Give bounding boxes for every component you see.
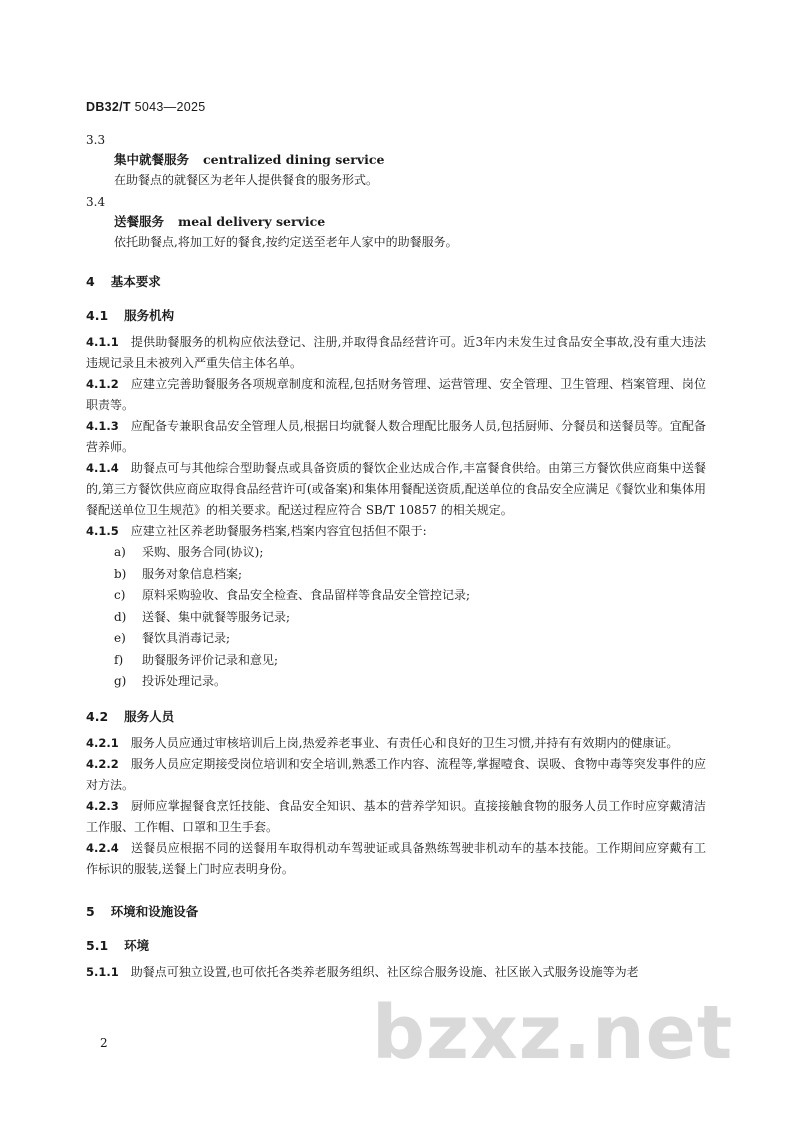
section-number: 4: [86, 274, 95, 289]
list-marker: b): [114, 566, 127, 581]
term-title-cn: 送餐服务: [114, 214, 165, 229]
term-title: [86, 150, 706, 170]
subsection-heading: [86, 936, 706, 956]
term-definition: 依托助餐点,将加工好的餐食,按约定送至老年人家中的助餐服务。: [114, 235, 458, 249]
site-watermark: bzxz.net: [372, 990, 734, 1076]
clause-number: 4.2.1: [86, 735, 119, 750]
list-item: [114, 585, 706, 607]
page-number: 2: [100, 1036, 108, 1050]
list-item: [114, 650, 706, 672]
clause-number: 4.2.2: [86, 756, 119, 771]
clause: [86, 754, 706, 796]
subsection-title: 环境: [124, 937, 150, 953]
subsection-heading: [86, 707, 706, 727]
term-title-en: meal delivery service: [178, 214, 326, 229]
term-title-en: centralized dining service: [203, 152, 385, 167]
subsection-title: 服务机构: [124, 308, 175, 323]
clause: [86, 796, 706, 838]
clause-number: 4.2.4: [86, 840, 119, 855]
list-marker: c): [114, 588, 126, 602]
clause-text: 送餐员应根据不同的送餐用车取得机动车驾驶证或具备熟练驾驶非机动车的基本技能。工作期间应穿戴有工作标识的服装,送餐上门时应表明身份。: [86, 840, 706, 876]
clause-text: 服务人员应定期接受岗位培训和安全培训,熟悉工作内容、流程等,掌握噎食、误吸、食物中毒等突发事件的应对方法。: [86, 756, 706, 792]
clause-text: 提供助餐服务的机构应依法登记、注册,并取得食品经营许可。近3年内未发生过食品安全事故,没有重大违法违规记录且未被列入严重失信主体名单。: [86, 335, 706, 370]
standard-code: [86, 100, 205, 114]
subsection-title: 服务人员: [124, 708, 175, 724]
clause-text: 应建立完善助餐服务各项规章制度和流程,包括财务管理、运营管理、安全管理、卫生管理、档案管理、岗位职责等。: [86, 377, 706, 412]
clause: [86, 521, 706, 542]
list-marker: e): [114, 631, 126, 645]
clause-text: 服务人员应通过审核培训后上岗,热爱养老事业、有责任心和良好的卫生习惯,并持有有效期内的健康证。: [130, 735, 679, 750]
subsection-number: 4.2: [86, 708, 109, 724]
list-item: [114, 542, 706, 564]
clause-number: 4.1.5: [86, 524, 119, 538]
list-marker: d): [114, 609, 127, 624]
list-text: 采购、服务合同(协议);: [142, 545, 264, 559]
clause-number: 5.1.1: [86, 964, 119, 979]
clause: [86, 416, 706, 458]
clause-text: 助餐点可独立设置,也可依托各类养老服务组织、社区综合服务设施、社区嵌入式服务设施等为老: [130, 964, 639, 979]
clause: [86, 962, 706, 983]
list-text: 送餐、集中就餐等服务记录;: [142, 609, 291, 624]
clause: [86, 374, 706, 416]
clause-text: 厨师应掌握餐食烹饪技能、食品安全知识、基本的营养学知识。直接接触食物的服务人员工作时应穿戴清洁工作服、工作帽、口罩和卫生手套。: [86, 798, 706, 834]
list-item: [114, 607, 706, 629]
archive-content-list: [86, 542, 706, 693]
list-text: 助餐服务评价记录和意见;: [142, 652, 279, 667]
standard-code-number: 5043—2025: [134, 100, 206, 114]
clause: [86, 458, 706, 521]
clause-text: 应建立社区养老助餐服务档案,档案内容宜包括但不限于:: [130, 524, 427, 538]
subsection-number: 5.1: [86, 937, 109, 953]
list-item: [114, 564, 706, 586]
list-item: [114, 671, 706, 693]
clause: [86, 838, 706, 880]
subsection-heading: [86, 306, 706, 326]
section-title: 基本要求: [110, 274, 161, 289]
term-number: 3.3: [86, 133, 106, 147]
term-number: 3.4: [86, 195, 106, 209]
clause-number: 4.1.2: [86, 377, 119, 391]
clause-number: 4.1.3: [86, 419, 119, 433]
clause-number: 4.2.3: [86, 798, 119, 813]
clause: [86, 332, 706, 374]
term-title: [86, 212, 706, 232]
document-body: [86, 128, 706, 983]
clause-number: 4.1.1: [86, 335, 119, 349]
clause: [86, 733, 706, 754]
list-item: [114, 628, 706, 650]
list-marker: a): [114, 545, 126, 559]
list-text: 原料采购验收、食品安全检查、食品留样等食品安全管控记录;: [142, 588, 471, 602]
list-text: 餐饮具消毒记录;: [142, 631, 231, 645]
subsection-number: 4.1: [86, 308, 109, 323]
section-title: 环境和设施设备: [110, 903, 199, 919]
standard-code-prefix: DB32/T: [86, 100, 131, 114]
section-heading: [86, 902, 706, 922]
list-text: 服务对象信息档案;: [142, 566, 243, 581]
term-definition: 在助餐点的就餐区为老年人提供餐食的服务形式。: [114, 173, 379, 187]
list-marker: g): [114, 674, 127, 688]
section-number: 5: [86, 903, 95, 919]
list-text: 投诉处理记录。: [142, 674, 227, 688]
list-marker: f): [114, 652, 124, 667]
section-heading: [86, 272, 706, 292]
term-title-cn: 集中就餐服务: [114, 152, 190, 167]
clause-text: 应配备专兼职食品安全管理人员,根据日均就餐人数合理配比服务人员,包括厨师、分餐员和送餐员等。宜配备营养师。: [86, 419, 706, 454]
clause-text: 助餐点可与其他综合型助餐点或具备资质的餐饮企业达成合作,丰富餐食供给。由第三方餐饮供应商集中送餐的,第三方餐饮供应商应取得食品经营许可(或备案)和集体用餐配送资质,配送单位的食品安全应满足《餐饮业和集体用餐配送单位卫生规范》的相关要求。配送过程应符合 SB/T 10857 的相关规定。: [86, 461, 706, 517]
clause-number: 4.1.4: [86, 461, 119, 475]
